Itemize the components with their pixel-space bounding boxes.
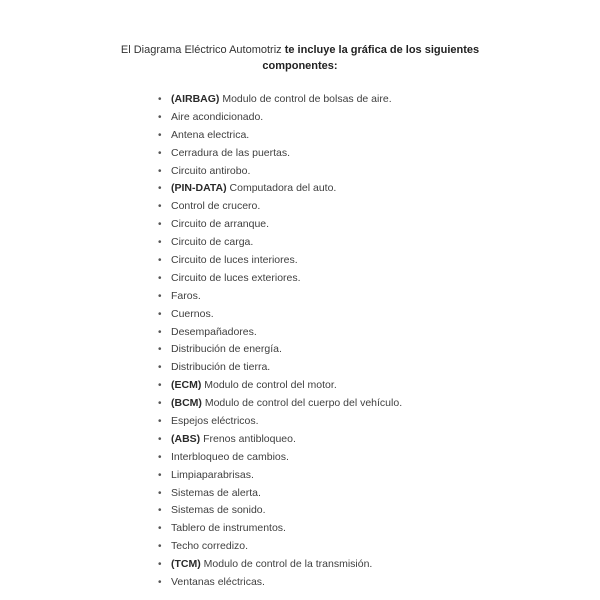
component-code: (ABS)	[171, 432, 201, 445]
bullet-icon: •	[158, 129, 162, 141]
component-label: Modulo de control de bolsas de aire.	[219, 93, 392, 105]
list-item	[158, 556, 402, 574]
bullet-icon: •	[158, 94, 162, 105]
bullet-icon: •	[158, 451, 162, 463]
component-label: Faros.	[171, 289, 201, 302]
bullet-icon: •	[158, 111, 162, 123]
list-item	[158, 341, 402, 359]
component-label: Espejos eléctricos.	[171, 415, 259, 428]
component-label: Circuito de carga.	[171, 236, 254, 249]
component-code: (PIN-DATA)	[171, 182, 227, 195]
component-label: Cuernos.	[171, 307, 214, 320]
bullet-icon: •	[158, 541, 162, 553]
list-item	[158, 449, 402, 467]
list-item	[158, 520, 402, 538]
component-label: Frenos antibloqueo.	[200, 432, 296, 445]
component-label: Circuito de arranque.	[171, 218, 270, 231]
bullet-icon: •	[158, 290, 162, 302]
component-label: Circuito antirobo.	[171, 164, 251, 177]
bullet-icon: •	[158, 272, 162, 284]
list-item	[158, 216, 402, 234]
bullet-icon: •	[158, 416, 162, 428]
list-item	[158, 198, 402, 216]
list-item	[158, 395, 402, 413]
bullet-icon: •	[158, 219, 162, 231]
component-code: (TCM)	[171, 558, 201, 571]
bullet-icon: •	[158, 237, 162, 249]
list-item	[158, 180, 402, 198]
component-label: Circuito de luces exteriores.	[171, 271, 301, 284]
component-label: Distribución de energía.	[171, 343, 282, 356]
bullet-icon: •	[158, 165, 162, 177]
component-label: Tablero de instrumentos.	[171, 522, 286, 535]
bullet-icon: •	[158, 201, 162, 213]
list-item	[158, 467, 402, 485]
bullet-icon: •	[158, 362, 162, 374]
list-item	[158, 163, 402, 181]
list-item	[158, 502, 402, 520]
list-item	[158, 324, 402, 342]
component-label: Antena electrica.	[171, 128, 250, 141]
list-item	[158, 270, 402, 288]
component-label: Interbloqueo de cambios.	[171, 450, 289, 463]
bullet-icon: •	[158, 255, 162, 267]
bullet-icon: •	[158, 308, 162, 320]
bullet-icon: •	[158, 398, 162, 410]
component-code: (AIRBAG)	[171, 93, 220, 105]
component-label: Computadora del auto.	[226, 182, 337, 195]
component-label: Distribución de tierra.	[171, 361, 271, 374]
list-item	[158, 288, 402, 306]
bullet-icon: •	[158, 523, 162, 535]
list-item	[158, 413, 402, 431]
bullet-icon: •	[158, 433, 162, 445]
component-label: Desempañadores.	[171, 325, 257, 338]
bullet-icon: •	[158, 344, 162, 356]
list-item	[158, 377, 402, 395]
component-label: Modulo de control del motor.	[201, 379, 337, 392]
bullet-icon: •	[158, 183, 162, 195]
bullet-icon: •	[158, 326, 162, 338]
list-item	[158, 306, 402, 324]
component-code: (ECM)	[171, 379, 202, 392]
component-label: Aire acondicionado.	[171, 110, 264, 123]
component-label: Sistemas de sonido.	[171, 504, 266, 517]
component-code: (BCM)	[171, 397, 202, 410]
list-item	[158, 252, 402, 270]
component-label: Ventanas eléctricas.	[171, 576, 265, 589]
list-item	[158, 431, 402, 449]
component-label: Modulo de control de la transmisión.	[200, 558, 373, 571]
bullet-icon: •	[158, 559, 162, 571]
list-item	[158, 538, 402, 556]
component-label: Limpiaparabrisas.	[171, 468, 254, 481]
intro-plain-text: El Diagrama Eléctrico Automotriz	[120, 44, 285, 56]
intro-paragraph	[100, 42, 500, 74]
list-item	[158, 109, 402, 127]
list-item	[158, 359, 402, 377]
bullet-icon: •	[158, 577, 162, 589]
bullet-icon: •	[158, 487, 162, 499]
component-label: Modulo de control del cuerpo del vehículo.	[201, 397, 403, 410]
list-item	[158, 145, 402, 163]
list-item	[158, 485, 402, 503]
component-label: Circuito de luces interiores.	[171, 254, 298, 267]
intro-bold-text: te incluye la gráfica de los siguientes componentes:	[262, 44, 480, 72]
component-label: Techo corredizo.	[171, 540, 249, 553]
bullet-icon: •	[158, 147, 162, 159]
component-label: Sistemas de alerta.	[171, 486, 261, 499]
list-item	[158, 574, 402, 592]
bullet-icon: •	[158, 380, 162, 392]
component-label: Cerradura de las puertas.	[171, 146, 291, 159]
list-item	[158, 127, 402, 145]
bullet-icon: •	[158, 469, 162, 481]
list-item	[158, 234, 402, 252]
list-item	[158, 91, 402, 109]
bullet-icon: •	[158, 505, 162, 517]
component-list	[158, 91, 402, 592]
component-label: Control de crucero.	[171, 200, 261, 213]
